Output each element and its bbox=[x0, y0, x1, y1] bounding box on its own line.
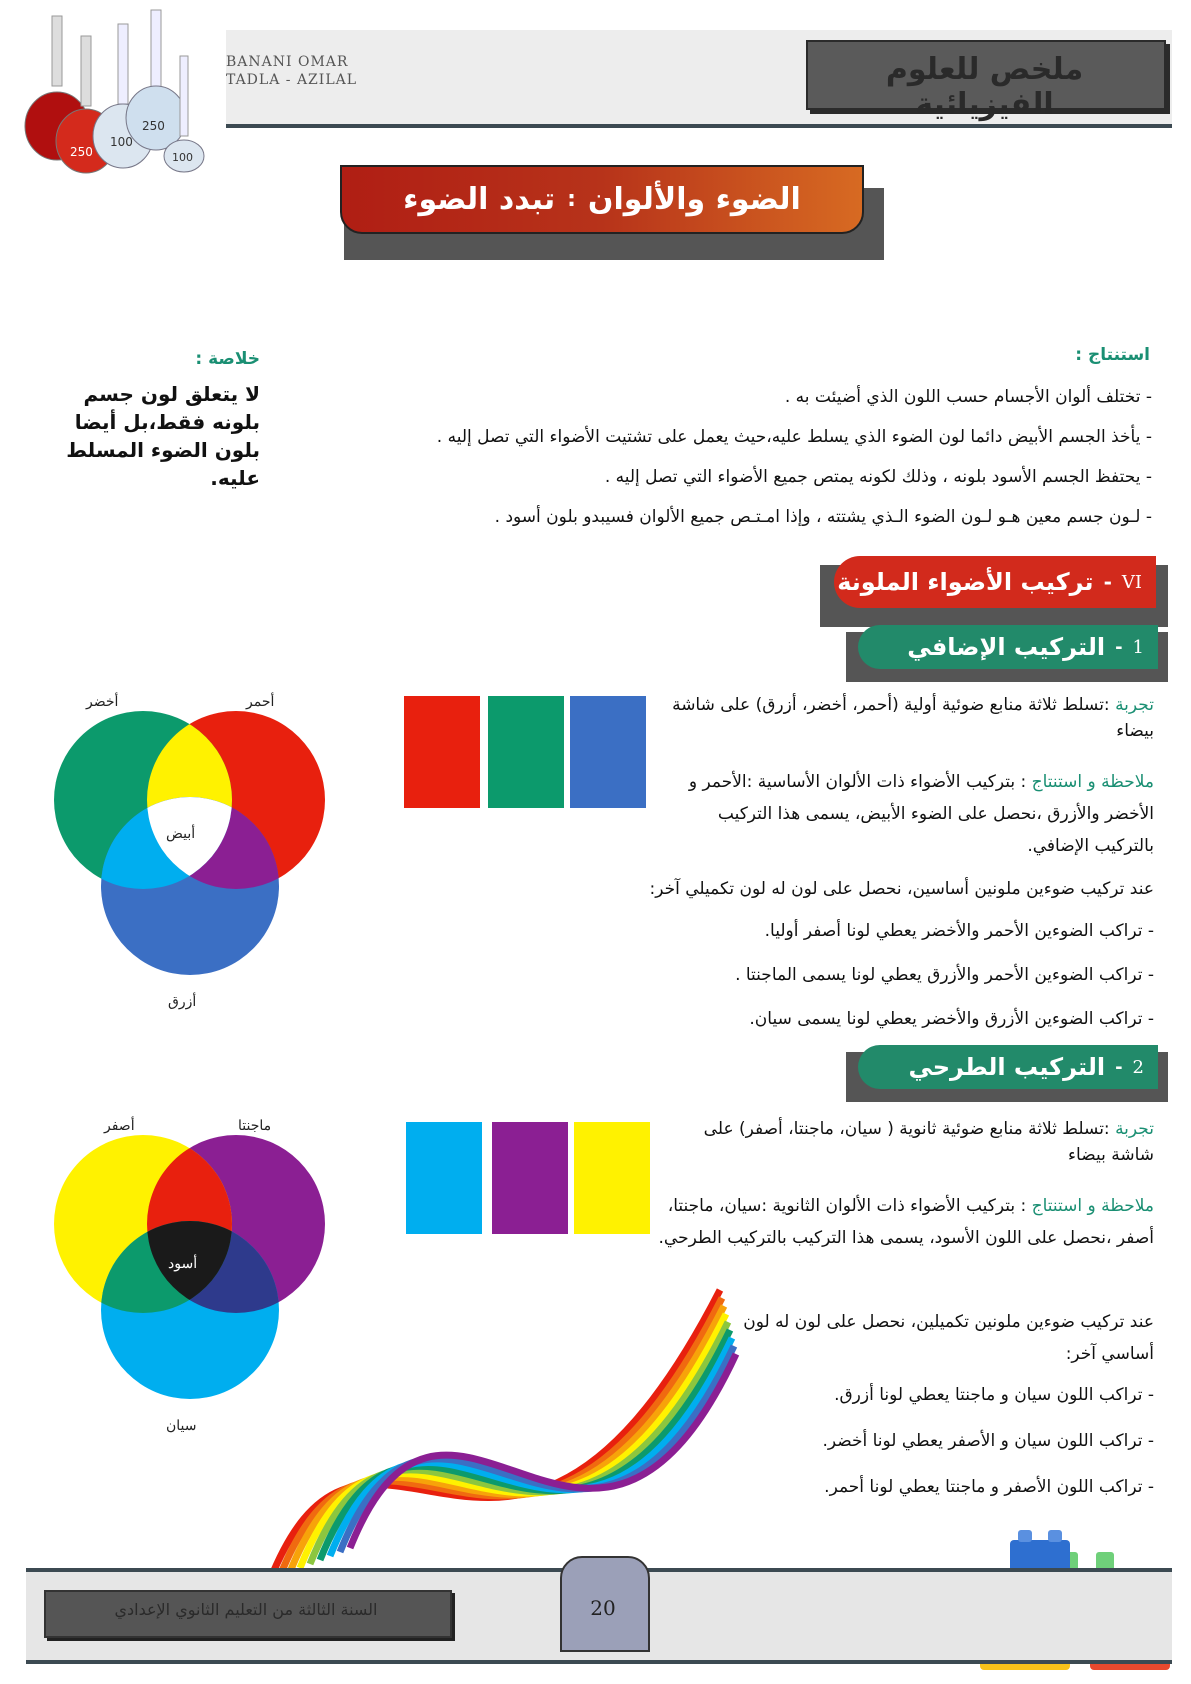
title-part2: تبدد الضوء bbox=[403, 182, 556, 217]
page-number: 20 bbox=[590, 1596, 616, 1620]
section6-title: تركيب الأضواء الملونة bbox=[837, 568, 1094, 596]
section6-dash: - bbox=[1103, 570, 1112, 594]
subtractive-experiment-text: :تسلط ثلاثة منابع ضوئية ثانوية ( سيان، ماجنتا، أصفر) على شاشة بيضاء bbox=[703, 1119, 1154, 1165]
additive-observation-text: : بتركيب الأضواء ذات الألوان الأساسية :الأحمر و الأخضر والأزرق ،نحصل على الضوء الأبيض، يسمى هذا التركيب بالتركيب الإضافي. bbox=[688, 772, 1154, 856]
subtractive-experiment bbox=[656, 1116, 1154, 1168]
subtractive-observation-label: ملاحظة و استنتاج bbox=[1031, 1196, 1154, 1216]
swatch-red bbox=[404, 696, 480, 808]
title-separator: : bbox=[567, 187, 576, 212]
title-part1: الضوء والألوان bbox=[587, 182, 801, 217]
additive-rule: عند تركيب ضوءين ملونين أساسين، نحصل على لون له لون تكميلي آخر: bbox=[649, 879, 1154, 899]
subtractive-number: 2 bbox=[1132, 1056, 1144, 1078]
flask-clear-2-icon bbox=[126, 10, 186, 150]
subtractive-item-1: - تراكب اللون سيان و ماجنتا يعطي لونا أزرق. bbox=[834, 1385, 1154, 1405]
additive-dash: - bbox=[1115, 636, 1123, 658]
venn-label-yellow: أصفر bbox=[104, 1118, 135, 1134]
additive-experiment-text: :تسلط ثلاثة منابع ضوئية أولية (أحمر، أخضر، أزرق) على شاشة بيضاء bbox=[672, 695, 1154, 741]
flask-label-3: 250 bbox=[142, 119, 165, 133]
additive-experiment-label: تجربة bbox=[1115, 695, 1154, 715]
rainbow-ribbon-decoration bbox=[250, 1270, 740, 1610]
subtractive-title: التركيب الطرحي bbox=[908, 1053, 1106, 1081]
swatch-green bbox=[488, 696, 564, 808]
subtractive-observation bbox=[656, 1190, 1154, 1254]
venn-label-blue: أزرق bbox=[168, 994, 197, 1010]
flask-label-1: 250 bbox=[70, 145, 93, 159]
swatch-magenta bbox=[492, 1122, 568, 1234]
conclusion-item-4: - لـون جسم معين هـو لـون الضوء الـذي يشتته ، وإذا امـتـص جميع الألوان فسيبدو بلون أسود . bbox=[494, 507, 1152, 527]
subtractive-item-2: - تراكب اللون سيان و الأصفر يعطي لونا أخضر. bbox=[822, 1431, 1154, 1451]
author-place: TADLA - AZILAL bbox=[226, 72, 358, 88]
flask-label-2: 100 bbox=[110, 135, 133, 149]
subtractive-observation-text: : بتركيب الأضواء ذات الألوان الثانوية :سيان، ماجنتا، أصفر ،نحصل على اللون الأسود، يسمى هذا التركيب بالتركيب الطرحي. bbox=[658, 1196, 1154, 1248]
subtractive-rule: عند تركيب ضوءين ملونين تكميلين، نحصل على لون له لون أساسي آخر: bbox=[743, 1312, 1154, 1364]
additive-experiment bbox=[656, 692, 1154, 744]
venn-label-red: أحمر bbox=[246, 694, 275, 710]
additive-title: التركيب الإضافي bbox=[907, 633, 1106, 661]
section6-banner bbox=[834, 556, 1156, 608]
summary-text: لا يتعلق لون جسم بلونه فقط،بل أيضا بلون الضوء المسلط عليه. bbox=[66, 382, 260, 490]
flasks-illustration bbox=[22, 6, 222, 176]
venn-label-green: أخضر bbox=[86, 694, 119, 710]
header-title: ملخص للعلوم الفيزيائية bbox=[885, 52, 1084, 122]
additive-item-1: - تراكب الضوءين الأحمر والأخضر يعطي لونا أصفر أوليا. bbox=[764, 921, 1154, 941]
subtractive-banner bbox=[858, 1045, 1158, 1089]
additive-item-3: - تراكب الضوءين الأزرق والأخضر يعطي لونا يسمى سيان. bbox=[749, 1009, 1154, 1029]
additive-observation bbox=[656, 766, 1154, 862]
swatch-yellow bbox=[574, 1122, 650, 1234]
flask-label-4: 100 bbox=[172, 151, 193, 164]
swatch-cyan bbox=[406, 1122, 482, 1234]
subtractive-dash: - bbox=[1115, 1056, 1123, 1078]
subtractive-item-3: - تراكب اللون الأصفر و ماجنتا يعطي لونا أحمر. bbox=[824, 1477, 1154, 1497]
swatch-blue bbox=[570, 696, 646, 808]
additive-observation-label: ملاحظة و استنتاج bbox=[1031, 772, 1154, 792]
subtractive-experiment-label: تجربة bbox=[1115, 1119, 1154, 1139]
conclusion-label: استنتاج : bbox=[1075, 345, 1150, 365]
venn-label-magenta: ماجنتا bbox=[238, 1118, 272, 1134]
conclusion-item-3: - يحتفظ الجسم الأسود بلونه ، وذلك لكونه يمتص جميع الأضواء التي تصل إليه . bbox=[604, 467, 1152, 487]
venn-label-black: أسود bbox=[168, 1256, 198, 1272]
footer-text: السنة الثالثة من التعليم الثانوي الإعدادي bbox=[114, 1600, 378, 1619]
conclusion-item-2: - يأخذ الجسم الأبيض دائما لون الضوء الذي يسلط عليه،حيث يعمل على تشتيت الأضواء التي تصل إليه . bbox=[436, 427, 1152, 447]
additive-number: 1 bbox=[1132, 636, 1144, 658]
additive-banner bbox=[858, 625, 1158, 669]
additive-item-2: - تراكب الضوءين الأحمر والأزرق يعطي لونا يسمى الماجنتا . bbox=[735, 965, 1154, 985]
summary-label: خلاصة : bbox=[195, 349, 260, 369]
venn-label-cyan: سيان bbox=[166, 1418, 197, 1434]
author-name: BANANI OMAR bbox=[226, 54, 349, 70]
section6-number: VI bbox=[1121, 571, 1142, 593]
additive-venn bbox=[40, 690, 330, 1010]
venn-label-white: أبيض bbox=[166, 826, 196, 842]
conclusion-item-1: - تختلف ألوان الأجسام حسب اللون الذي أضيئت به . bbox=[784, 387, 1152, 407]
title-banner bbox=[340, 165, 864, 234]
